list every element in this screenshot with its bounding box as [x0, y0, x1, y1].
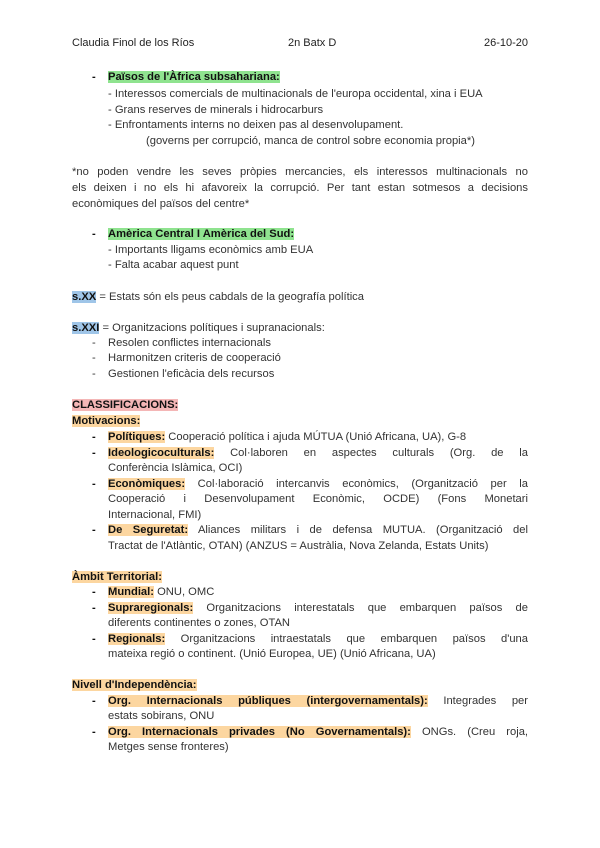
list-item: - Interessos comercials de multinacionals de l'europa occidental, xina i EUA	[108, 88, 483, 100]
bullet: -	[92, 726, 96, 738]
sxxi-text: = Organitzacions polítiques i supranacionals:	[99, 322, 325, 334]
list-item-cont: Cooperació i Desenvolupament Econòmic, OCDE) (Fons Monetari	[108, 493, 528, 505]
classificacions-title: CLASSIFICACIONS:	[72, 399, 179, 411]
list-item: Econòmiques: Col·laboració intercanvis econòmics, (Organització per la	[108, 478, 528, 490]
list-item: Resolen conflictes internacionals	[108, 337, 271, 349]
bullet: -	[92, 602, 96, 614]
dash: -	[92, 352, 96, 364]
sxxi-line	[72, 321, 325, 335]
footnote-line: els deixen i no els hi afavoreix la corrupció. Per tant estan sotmesos a decisions	[72, 182, 528, 194]
list-item: Supraregionals: Organitzacions interestatals que embarquen països de	[108, 602, 528, 614]
america-title: Amèrica Central I Amèrica del Sud:	[108, 228, 295, 240]
dash: -	[92, 368, 96, 380]
bullet: -	[92, 478, 96, 490]
document-date: 26-10-20	[483, 37, 528, 49]
list-item-cont: Internacional, FMI)	[108, 509, 202, 521]
list-item: Gestionen l'eficàcia dels recursos	[108, 368, 275, 380]
list-item-cont: Metges sense fronteres)	[108, 741, 229, 753]
list-item: Mundial: ONU, OMC	[108, 586, 215, 598]
class-label: 2n Batx D	[288, 37, 337, 49]
bullet: -	[92, 633, 96, 645]
list-item-cont: mateixa regió o continent. (Unió Europea, UE) (Unió Africana, UA)	[108, 648, 436, 660]
list-item: Harmonitzen criteris de cooperació	[108, 352, 281, 364]
list-item-cont: Tractat de l'Atlàntic, OTAN) (ANZUS = Austràlia, Nova Zelanda, Estats Units)	[108, 540, 489, 552]
sxx-label: s.XX	[72, 291, 97, 303]
list-item: Regionals: Organitzacions intraestatals que embarquen països d'una	[108, 633, 528, 645]
bullet: -	[92, 586, 96, 598]
sxx-text: = Estats són els peus cabdals de la geografía política	[96, 291, 365, 303]
list-item: - Importants lligams econòmics amb EUA	[108, 244, 314, 256]
bullet: -	[92, 447, 96, 459]
footnote-line: *no poden vendre les seves pròpies mercancies, els interessos multinacionals no	[72, 166, 528, 178]
list-item: Org. Internacionals privades (No Governamentals): ONGs. (Creu roja,	[108, 726, 529, 738]
ambit-title: Àmbit Territorial:	[72, 571, 162, 583]
bullet: -	[92, 524, 96, 536]
list-item: - Grans reserves de minerals i hidrocarburs	[108, 104, 324, 116]
motivacions-title: Motivacions:	[72, 415, 141, 427]
africa-sub-note: (governs per corrupció, manca de control sobre economia propia*)	[146, 135, 475, 147]
list-item: De Seguretat: Aliances militars i de defensa MUTUA. (Organització del	[108, 524, 528, 536]
nivell-title: Nivell d'Independència:	[72, 679, 197, 691]
dash: -	[92, 337, 96, 349]
page-header	[72, 37, 528, 53]
africa-bullet: -	[92, 71, 96, 83]
list-item: Ideologicoculturals: Col·laboren en aspectes culturals (Org. de la	[108, 447, 528, 459]
america-bullet: -	[92, 228, 96, 240]
list-item-cont: Conferència Islàmica, OCI)	[108, 462, 243, 474]
list-item: - Falta acabar aquest punt	[108, 259, 239, 271]
sxxi-label: s.XXI	[72, 322, 100, 334]
africa-title: Països de l'Àfrica subsahariana:	[108, 71, 280, 83]
sxx-line	[72, 290, 364, 304]
list-item: Org. Internacionals públiques (intergovernamentals): Integrades per	[108, 695, 528, 707]
list-item: Polítiques: Cooperació política i ajuda MÚTUA (Unió Africana, UA), G-8	[108, 431, 467, 443]
footnote-line: econòmiques del països del centre*	[72, 198, 250, 210]
list-item-cont: estats sobirans, ONU	[108, 710, 215, 722]
list-item: - Enfrontaments interns no deixen pas al desenvolupament.	[108, 119, 404, 131]
bullet: -	[92, 695, 96, 707]
list-item-cont: diferents continentes o zones, OTAN	[108, 617, 290, 629]
bullet: -	[92, 431, 96, 443]
author-name: Claudia Finol de los Ríos	[72, 37, 195, 49]
